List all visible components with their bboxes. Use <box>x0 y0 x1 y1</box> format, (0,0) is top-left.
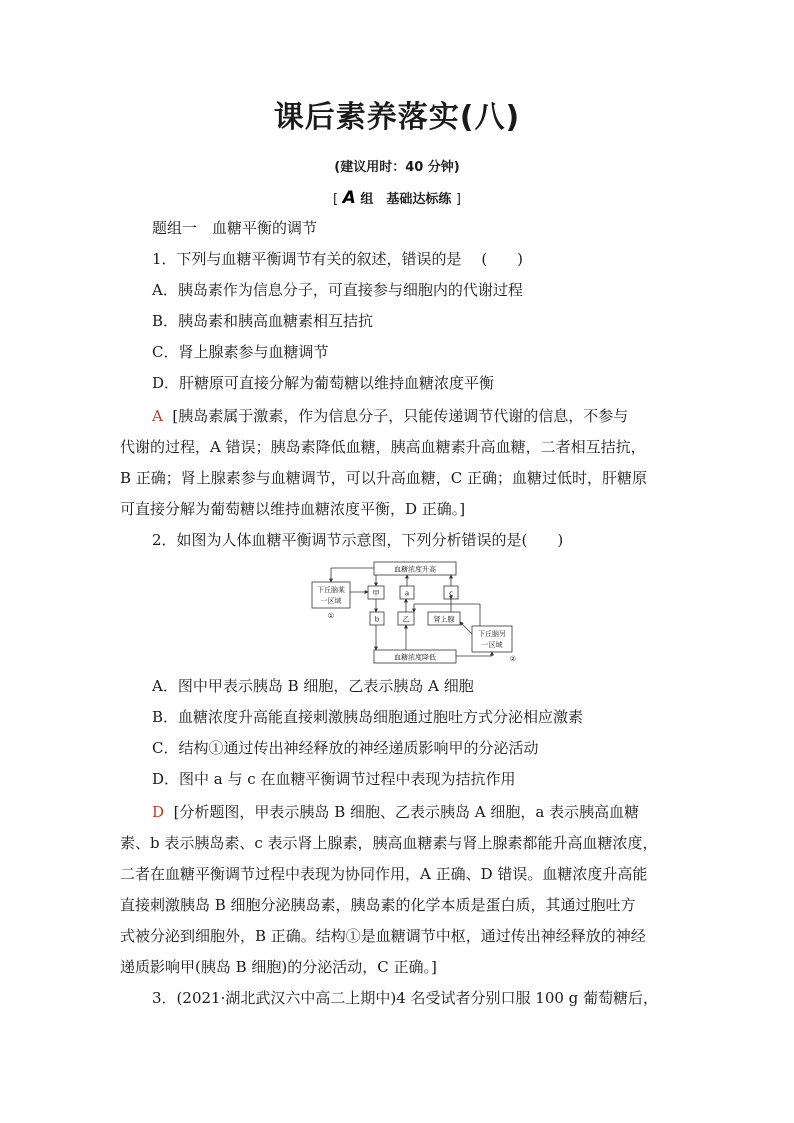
q2-explanation-line: 二者在血糖平衡调节过程中表现为协同作用，A 正确、D 错误。血糖浓度升高能 <box>120 865 648 883</box>
q3-stem: 3．(2021·湖北武汉六中高二上期中)4 名受试者分别口服 100 g 葡萄糖后， <box>152 989 659 1007</box>
q1-explanation-line: 代谢的过程，A 错误；胰岛素降低血糖，胰高血糖素升高血糖，二者相互拮抗， <box>120 438 646 456</box>
section-heading: 题组一 血糖平衡的调节 <box>152 219 318 237</box>
q1-explain-text: [胰岛素属于激素，作为信息分子，只能传递调节代谢的信息，不参与 <box>172 407 629 425</box>
q2-answer: D <box>152 803 165 821</box>
group-label <box>0 188 794 208</box>
diagram-b: b <box>374 615 380 624</box>
q2-option-d: D．图中 a 与 c 在血糖平衡调节过程中表现为拮抗作用 <box>152 770 516 788</box>
group-letter: A <box>342 188 356 208</box>
group-bracket-close: ] <box>455 192 461 207</box>
q1-explanation-line: 可直接分解为葡萄糖以维持血糖浓度平衡，D 正确。] <box>120 500 466 518</box>
diagram-a: a <box>404 589 410 598</box>
diagram-adrenal: 肾上腺 <box>433 615 455 624</box>
group-name: 组 基础达标练 <box>360 192 452 207</box>
q1-option-b: B．胰岛素和胰高血糖素相互拮抗 <box>152 312 374 330</box>
q1-option-d: D．肝糖原可直接分解为葡萄糖以维持血糖浓度平衡 <box>152 374 495 392</box>
q1-option-c: C．肾上腺素参与血糖调节 <box>152 343 329 361</box>
q1-stem: 1．下列与血糖平衡调节有关的叙述，错误的是 ( ) <box>152 250 524 268</box>
q2-option-a: A．图中甲表示胰岛 B 细胞，乙表示胰岛 A 细胞 <box>152 677 474 695</box>
diagram-top-label: 血糖浓度升高 <box>394 565 436 574</box>
q1-answer: A <box>152 407 163 425</box>
q2-explain-text: [分析题图，甲表示胰岛 B 细胞、乙表示胰岛 A 细胞，a 表示胰高血糖 <box>173 803 640 821</box>
blood-sugar-regulation-diagram <box>310 556 522 668</box>
diagram-hyp2-line1: 下丘脑另 <box>478 630 506 638</box>
diagram-bottom-label: 血糖浓度降低 <box>394 653 436 662</box>
q1-explanation-line: B 正确；肾上腺素参与血糖调节，可以升高血糖，C 正确；血糖过低时，肝糖原 <box>120 469 648 487</box>
diagram-hyp2-number: ② <box>509 655 516 663</box>
diagram-c: c <box>449 589 453 598</box>
diagram-yi: 乙 <box>402 615 410 624</box>
diagram-jia: 甲 <box>372 589 380 598</box>
q2-explanation-line <box>152 802 639 822</box>
q2-option-b: B．血糖浓度升高能直接刺激胰岛细胞通过胞吐方式分泌相应激素 <box>152 708 584 726</box>
diagram-hyp1-number: ① <box>327 612 335 620</box>
diagram-hyp1-line1: 下丘脑某 <box>317 586 345 594</box>
q2-explanation-line: 递质影响甲(胰岛 B 细胞)的分泌活动，C 正确。] <box>120 958 437 976</box>
q2-explanation-line: 式被分泌到细胞外，B 正确。结构①是血糖调节中枢，通过传出神经释放的神经 <box>120 927 646 945</box>
q1-explanation-line <box>152 406 628 426</box>
q2-stem: 2．如图为人体血糖平衡调节示意图，下列分析错误的是( ) <box>152 531 564 549</box>
group-bracket-open: [ <box>333 192 339 207</box>
q1-option-a: A．胰岛素作为信息分子，可直接参与细胞内的代谢过程 <box>152 281 523 299</box>
diagram-hyp1-line2: 一区域 <box>320 597 342 605</box>
page-title: 课后素养落实(八) <box>273 100 521 135</box>
q2-explanation-line: 直接刺激胰岛 B 细胞分泌胰岛素，胰岛素的化学本质是蛋白质，其通过胞吐方 <box>120 896 636 914</box>
q2-option-c: C．结构①通过传出神经释放的神经递质影响甲的分泌活动 <box>152 739 539 757</box>
time-note: (建议用时：40 分钟) <box>334 160 460 175</box>
q2-explanation-line: 素、b 表示胰岛素、c 表示肾上腺素，胰高血糖素与肾上腺素都能升高血糖浓度， <box>120 834 658 852</box>
diagram-hyp2-line2: 一区域 <box>481 641 503 649</box>
